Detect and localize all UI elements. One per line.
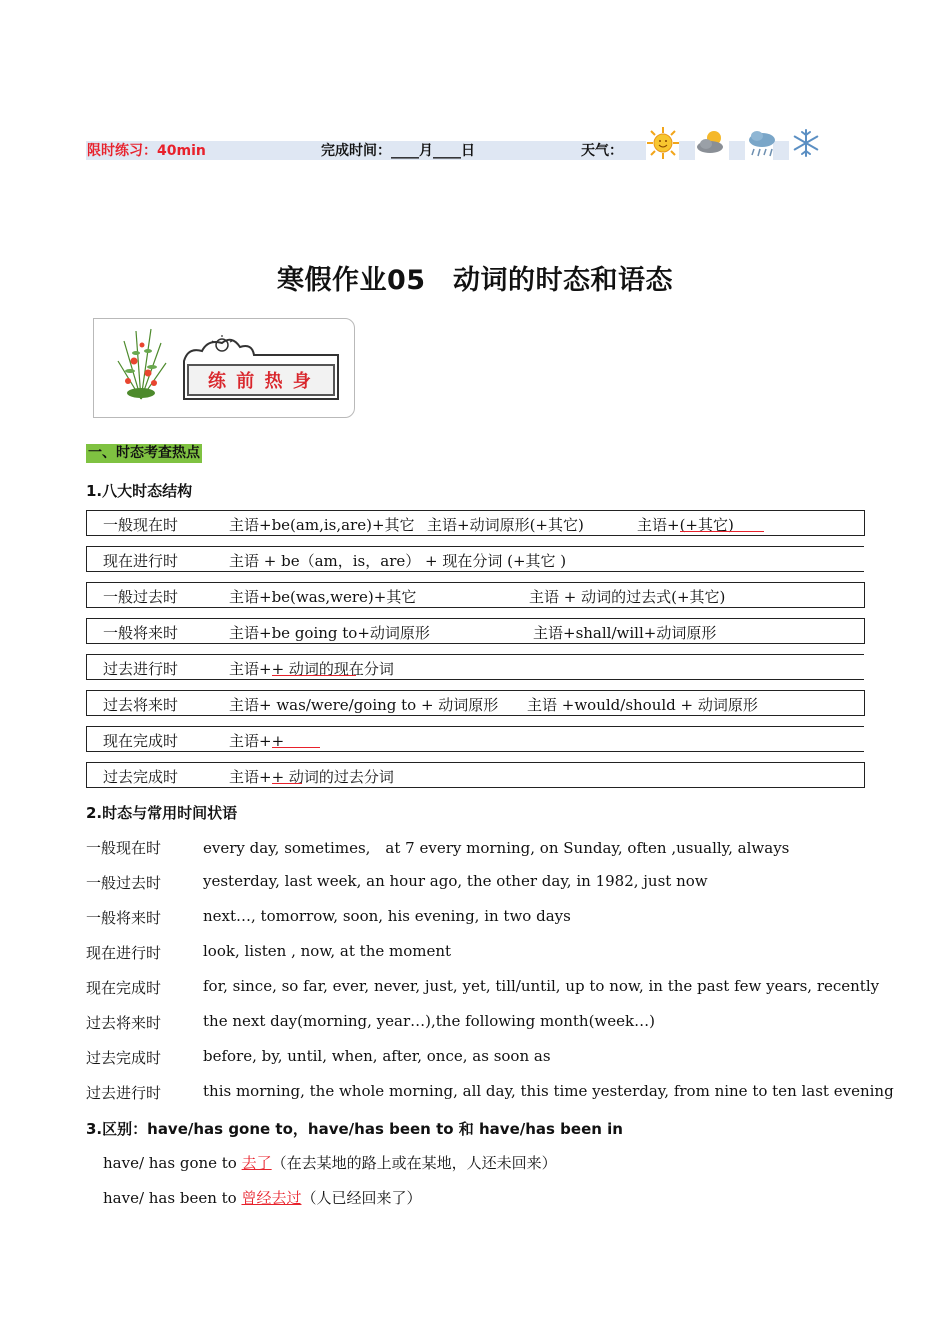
diff-line: have/ has gone to 去了（在去某地的路上或在某地，人还未回来） bbox=[103, 1154, 557, 1172]
flower-icon bbox=[106, 321, 176, 401]
page-title: 寒假作业05 动词的时态和语态 bbox=[276, 265, 674, 296]
adverbial-words: every day, sometimes, at 7 every morning, on Sunday, often ,usually, always bbox=[203, 839, 790, 857]
adverbial-words: look, listen , now, at the moment bbox=[203, 942, 452, 960]
adverbial-tense: 过去完成时 bbox=[86, 1049, 162, 1067]
tense-row: 一般将来时 主语+be going to+动词原形 主语+shall/will+动词原形 bbox=[86, 618, 865, 644]
snowflake-icon bbox=[788, 125, 824, 161]
warmup-box bbox=[93, 318, 355, 418]
tense-row: 现在进行时 主语 + be（am，is，are） + 现在分词 (+其它 ) bbox=[86, 546, 864, 572]
tense-row: 过去完成时 主语+ + 动词的过去分词 bbox=[86, 762, 865, 788]
section-heading: 一、时态考查热点 bbox=[88, 445, 200, 461]
diff-line: have/ has been to 曾经去过（人已经回来了） bbox=[103, 1189, 422, 1207]
adverbial-words: the next day(morning, year…),the following month(week…) bbox=[203, 1012, 655, 1030]
adverbial-tense: 过去进行时 bbox=[86, 1084, 162, 1102]
adverbial-tense: 过去将来时 bbox=[86, 1014, 162, 1032]
tense-row: 一般过去时 主语+be(was,were)+其它 主语 + 动词的过去式(+其它) bbox=[86, 582, 865, 608]
adverbial-tense: 一般过去时 bbox=[86, 874, 162, 892]
tense-row: 一般现在时 主语+be(am,is,are)+其它 主语+动词原形(+其它) 主语+ (+其它) bbox=[86, 510, 865, 536]
subheading-adverbials: 2.时态与常用时间状语 bbox=[86, 804, 238, 822]
adverbial-words: before, by, until, when, after, once, as soon as bbox=[203, 1047, 551, 1065]
weather-label: 天气： bbox=[581, 143, 623, 159]
warmup-label: 练 前 热 身 bbox=[208, 371, 313, 392]
adverbial-words: this morning, the whole morning, all day, this time yesterday, from nine to ten last evening bbox=[203, 1082, 894, 1100]
sun-icon bbox=[645, 125, 681, 161]
tense-row: 过去将来时 主语+ was/were/going to + 动词原形 主语 +would/should + 动词原形 bbox=[86, 690, 865, 716]
finish-time: 完成时间：____月____日 bbox=[321, 143, 475, 159]
adverbial-words: for, since, so far, ever, never, just, yet, till/until, up to now, in the past few years, recently bbox=[203, 977, 880, 995]
adverbial-tense: 一般现在时 bbox=[86, 839, 162, 857]
subheading-difference: 3.区别：have/has gone to，have/has been to 和 have/has been in bbox=[86, 1120, 623, 1138]
adverbial-tense: 一般将来时 bbox=[86, 909, 162, 927]
partly-cloudy-icon bbox=[694, 125, 730, 161]
subheading-structures: 1.八大时态结构 bbox=[86, 482, 193, 500]
time-limit: 限时练习：40min bbox=[87, 143, 206, 159]
adverbial-tense: 现在完成时 bbox=[86, 979, 162, 997]
adverbial-tense: 现在进行时 bbox=[86, 944, 162, 962]
tense-row: 过去进行时 主语+ + 动词的现在分词 bbox=[86, 654, 864, 680]
adverbial-words: yesterday, last week, an hour ago, the other day, in 1982, just now bbox=[203, 872, 708, 890]
tense-row: 现在完成时 主语+ + bbox=[86, 726, 864, 752]
adverbial-words: next…, tomorrow, soon, his evening, in two days bbox=[203, 907, 571, 925]
rain-cloud-icon bbox=[744, 125, 780, 161]
